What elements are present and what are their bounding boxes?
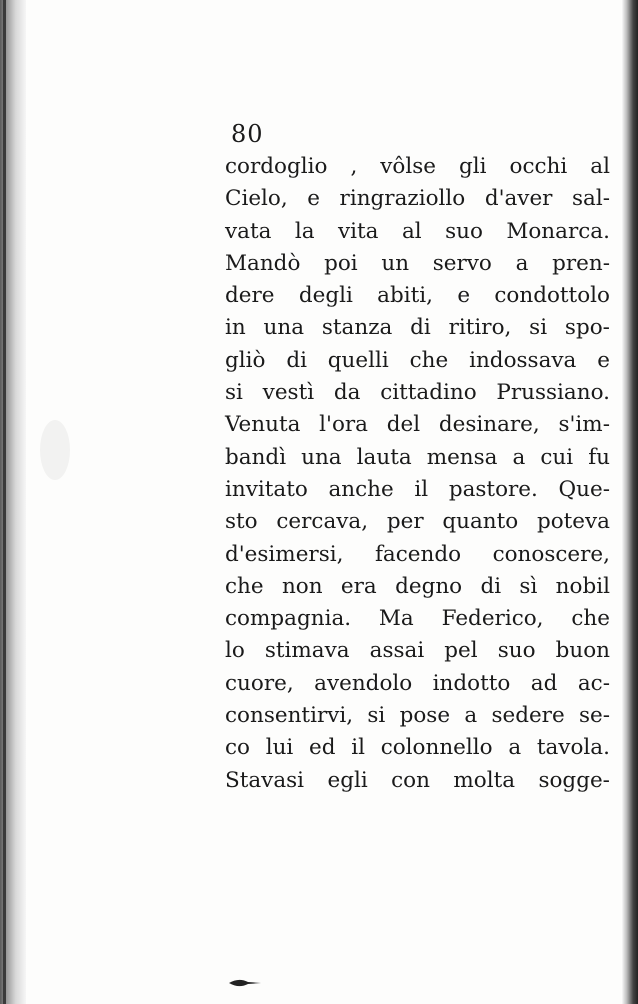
text-line: gliò di quelli che indossava e [225,347,610,373]
text-line: cuore, avendolo indotto ad ac- [225,670,610,696]
paper-stain [40,420,70,480]
page-text [225,118,610,797]
text-line: vata la vita al suo Monarca. [225,218,610,244]
text-line: d'esimersi, facendo conoscere, [225,541,610,567]
text-line: sto cercava, per quanto poteva [225,509,610,535]
text-line: bandì una lauta mensa a cui fu [225,444,610,470]
text-line: Cielo, e ringraziollo d'aver sal- [225,186,610,212]
text-line: lo stimava assai pel suo buon [225,638,610,664]
text-line: co lui ed il colonnello a tavola. [225,735,610,761]
text-line: cordoglio , vôlse gli occhi al [225,154,610,179]
text-line: compagnia. Ma Federico, che [225,606,610,632]
text-line: si vestì da cittadino Prussiano. [225,380,610,406]
text-lines [225,151,610,797]
text-line: in una stanza di ritiro, si spo- [225,315,610,341]
binding-shadow [3,0,6,1004]
printer-ornament-icon [228,978,262,988]
text-line: che non era degno di sì nobil [225,573,610,599]
text-line: Stavasi egli con molta sogge- [225,767,610,793]
text-line: invitato anche il pastore. Que- [225,476,610,502]
page-number: 80 [231,120,264,148]
text-line: Mandò poi un servo a pren- [225,250,610,276]
page-right-edge [622,0,638,1004]
text-line: Venuta l'ora del desinare, s'im- [225,412,610,438]
text-line: consentirvi, si pose a sedere se- [225,703,610,729]
text-line: dere degli abiti, e condottolo [225,283,610,309]
